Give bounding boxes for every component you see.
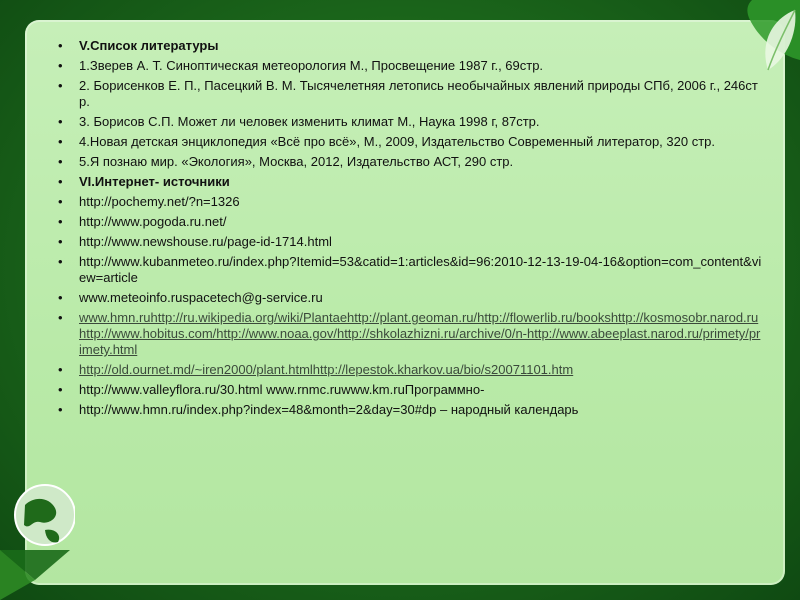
list-item — [58, 58, 763, 74]
list-item-text: V.Список литературы — [79, 38, 219, 53]
list-item — [58, 254, 763, 286]
list-item-text: http://www.valleyflora.ru/30.html www.rnmc.ruwww.km.ruПрограммно- — [79, 382, 485, 397]
list-item-text: http://www.pogoda.ru.net/ — [79, 214, 227, 229]
bullet-icon: • — [58, 38, 63, 53]
list-item-text: 1.Зверев А. Т. Синоптическая метеорология М., Просвещение 1987 г., 69стр. — [79, 58, 544, 73]
list-item-text: VI.Интернет- источники — [79, 174, 230, 189]
list-item — [58, 402, 763, 418]
bullet-icon: • — [58, 134, 63, 149]
bullet-icon: • — [58, 254, 63, 269]
link-text[interactable]: http://old.ournet.md/~iren2000/plant.htmlhttp://lepestok.kharkov.ua/bio/s20071101.htm — [79, 362, 574, 377]
list-item-text: http://www.kubanmeteo.ru/index.php?Itemid=53&catid=1:articles&id=96:2010-12-13-19-04-16&option=com_content&view=article — [79, 254, 762, 285]
list-item — [58, 214, 763, 230]
bullet-icon: • — [58, 310, 63, 325]
bullet-icon: • — [58, 290, 63, 305]
list-item — [58, 38, 763, 54]
bullet-icon: • — [58, 58, 63, 73]
reference-items — [58, 38, 763, 418]
bullet-icon: • — [58, 382, 63, 397]
list-item-text: 4.Новая детская энциклопедия «Всё про всё», М., 2009, Издательство Современный литератор, 320 стр. — [79, 134, 715, 149]
bullet-icon: • — [58, 402, 63, 417]
references-list — [58, 38, 763, 422]
list-item — [58, 382, 763, 398]
list-item — [58, 194, 763, 210]
list-item — [58, 154, 763, 170]
bullet-icon: • — [58, 362, 63, 377]
list-item-text: http://www.newshouse.ru/page-id-1714.html — [79, 234, 332, 249]
list-item — [58, 234, 763, 250]
globe-icon — [0, 480, 75, 600]
list-item-text: http://www.hmn.ru/index.php?index=48&month=2&day=30#dp – народный календарь — [79, 402, 579, 417]
list-item — [58, 290, 763, 306]
list-item — [58, 134, 763, 150]
bullet-icon: • — [58, 78, 63, 93]
list-item-text: 5.Я познаю мир. «Экология», Москва, 2012, Издательство АСТ, 290 стр. — [79, 154, 514, 169]
list-item — [58, 310, 763, 358]
bullet-icon: • — [58, 174, 63, 189]
list-item-text: 2. Борисенков Е. П., Пасецкий В. М. Тысячелетняя летопись необычайных явлений природы СПб, 2006 г., 246стр. — [79, 78, 758, 109]
bullet-icon: • — [58, 194, 63, 209]
bullet-icon: • — [58, 214, 63, 229]
list-item-text: http://pochemy.net/?n=1326 — [79, 194, 240, 209]
bullet-icon: • — [58, 234, 63, 249]
bullet-icon: • — [58, 114, 63, 129]
link-text[interactable]: www.hmn.ruhttp://ru.wikipedia.org/wiki/Plantaehttp://plant.geoman.ru/http://flowerlib.ru/bookshttp://kosmosobr.narod.ruhttp://www.hobitus.com/http://www.noaa.gov/http://shkolazhizni.ru/archive/0/n-http://www.abeeplast.narod.ru/primety/primety.html — [79, 310, 761, 357]
list-item — [58, 114, 763, 130]
bullet-icon: • — [58, 154, 63, 169]
list-item — [58, 174, 763, 190]
list-item-text: 3. Борисов С.П. Может ли человек изменить климат М., Наука 1998 г, 87стр. — [79, 114, 540, 129]
list-item-text: www.meteoinfo.ruspacetech@g-service.ru — [79, 290, 323, 305]
list-item — [58, 78, 763, 110]
list-item — [58, 362, 763, 378]
